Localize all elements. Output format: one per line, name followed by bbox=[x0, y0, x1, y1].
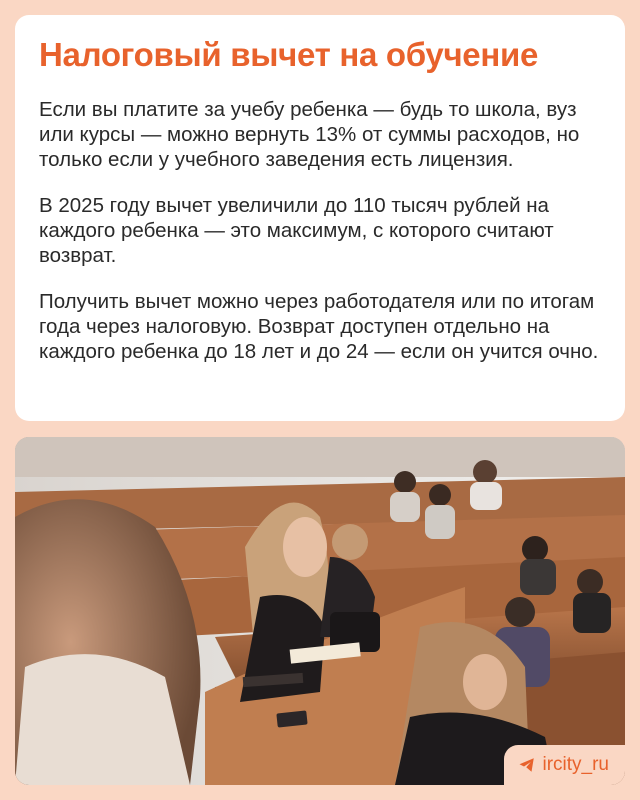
paragraph-conditions: Если вы платите за учебу ребенка — будь то школа, вуз или курсы — можно вернуть 13% от суммы расходов, но только если у учебного заведения есть лицензия. bbox=[39, 98, 580, 171]
channel-handle: ircity_ru bbox=[542, 754, 609, 775]
info-card bbox=[15, 15, 625, 421]
lecture-hall-photo bbox=[15, 437, 625, 785]
channel-badge[interactable] bbox=[504, 745, 625, 785]
telegram-icon bbox=[518, 756, 536, 774]
paragraph-how-to-get: Получить вычет можно через работодателя или по итогам года через налоговую. Возврат доступен отдельно на каждого ребенка до 18 лет и до 24 — если он учится очно. bbox=[39, 290, 599, 363]
paragraph-limit: В 2025 году вычет увеличили до 110 тысяч рублей на каждого ребенка — это максимум, с которого считают возврат. bbox=[39, 194, 554, 267]
card-title: Налоговый вычет на обучение bbox=[39, 36, 539, 73]
